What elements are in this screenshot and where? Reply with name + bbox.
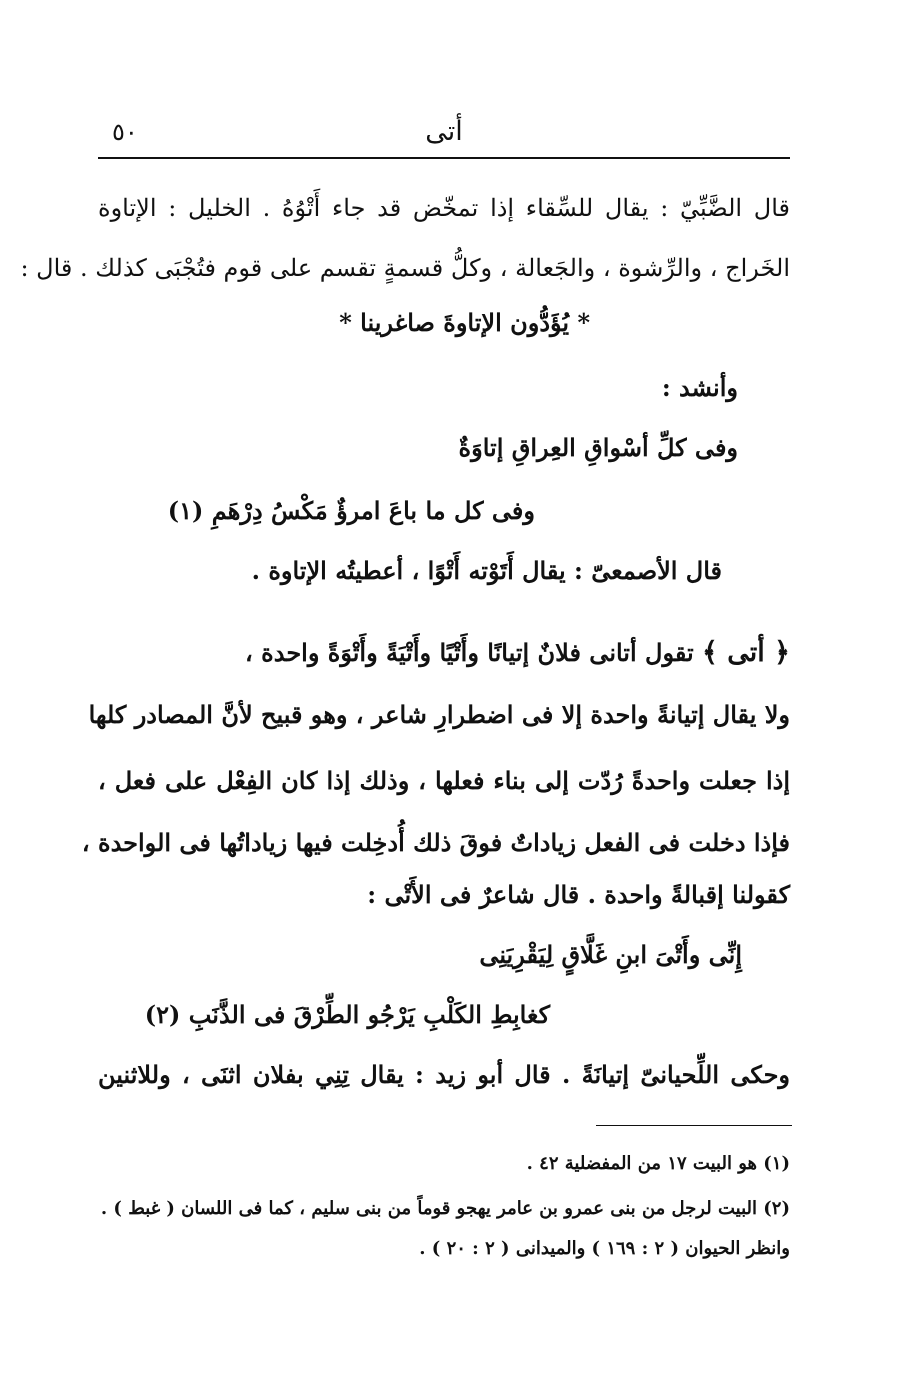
page-header [98,112,790,152]
verse-line: كغابِطِ الكَلْبِ يَرْجُو الطِّرْقَ فى الذَّنَبِ (٢) [144,1000,550,1029]
text-line: إذا جعلت واحدةً رُدّت إلى بناء فعلها ، وذلك إذا كان الفِعْل على فعل ، [98,766,790,795]
text-line: الخَراج ، والرِّشوة ، والجَعالة ، وكلُّ قسمةٍ تقسم على قوم فتُجْبَى كذلك . قال : [20,254,790,282]
text-line: ولا يقال إتيانةً واحدة إلا فى اضطرارِ شاعر ، وهو قبيح لأنَّ المصادر كلها [88,700,790,729]
text-line: وحكى اللِّحيانىّ إتيانَةً . قال أبو زيد : يقال تِنِي بفلان اثنَى ، وللاثنين [98,1060,790,1089]
text-line: كقولنا إقبالةً واحدة . قال شاعرٌ فى الأَتْى : [367,880,790,909]
text-line: قال الأصمعىّ : يقال أَتَوْته أَتْوًا ، أعطيتُه الإتاوة . [251,556,722,585]
footnote: (٢) البيت لرجل من بنى عمرو بن عامر يهجو قوماً من بنى سليم ، كما فى اللسان ( غبط ) . [100,1198,790,1219]
verse-line: وفى كلِّ أسْواقِ العِراقِ إتاوَةٌ [458,433,738,462]
header-rule [98,157,790,159]
text-line: فإذا دخلت فى الفعل زياداتٌ فوقَ ذلك أُدخِلت فيها زياداتُها فى الواحدة ، [81,828,790,857]
entry-text: تقول أتانى فلانٌ إتيانًا وأَتْيًا وأَتْيَةً وأَتْوَةً واحدة ، [245,638,694,667]
running-head: أتى [425,116,463,147]
page-number: ٥٠ [112,118,138,146]
text-line: وأنشد : [661,373,738,402]
entry-headword: ﴿ أتى ﴾ [702,637,790,668]
verse-line: وفى كل ما باعَ امرؤٌ مَكْسُ دِرْهَمِ (١) [167,496,535,525]
text-line: قال الضَّبِّيّ : يقال للسِّقاء إذا تمخّض قد جاء أَتْوُهُ . الخليل : الإتاوة [98,194,790,222]
verse-line: * يُؤَدُّون الإتاوةَ صاغرينا * [339,308,590,337]
footnote: وانظر الحيوان ( ٢ : ١٦٩ ) والميدانى ( ٢ : ٢٠ ) . [419,1238,790,1259]
entry-line [245,635,790,671]
footnote: (١) هو البيت ١٧ من المفضلية ٤٢ . [526,1153,790,1174]
verse-line: إِنِّى وأَتْىَ ابنِ غَلَّاقٍ لِيَقْرِيَنِى [479,940,742,969]
footnote-rule [596,1125,792,1126]
